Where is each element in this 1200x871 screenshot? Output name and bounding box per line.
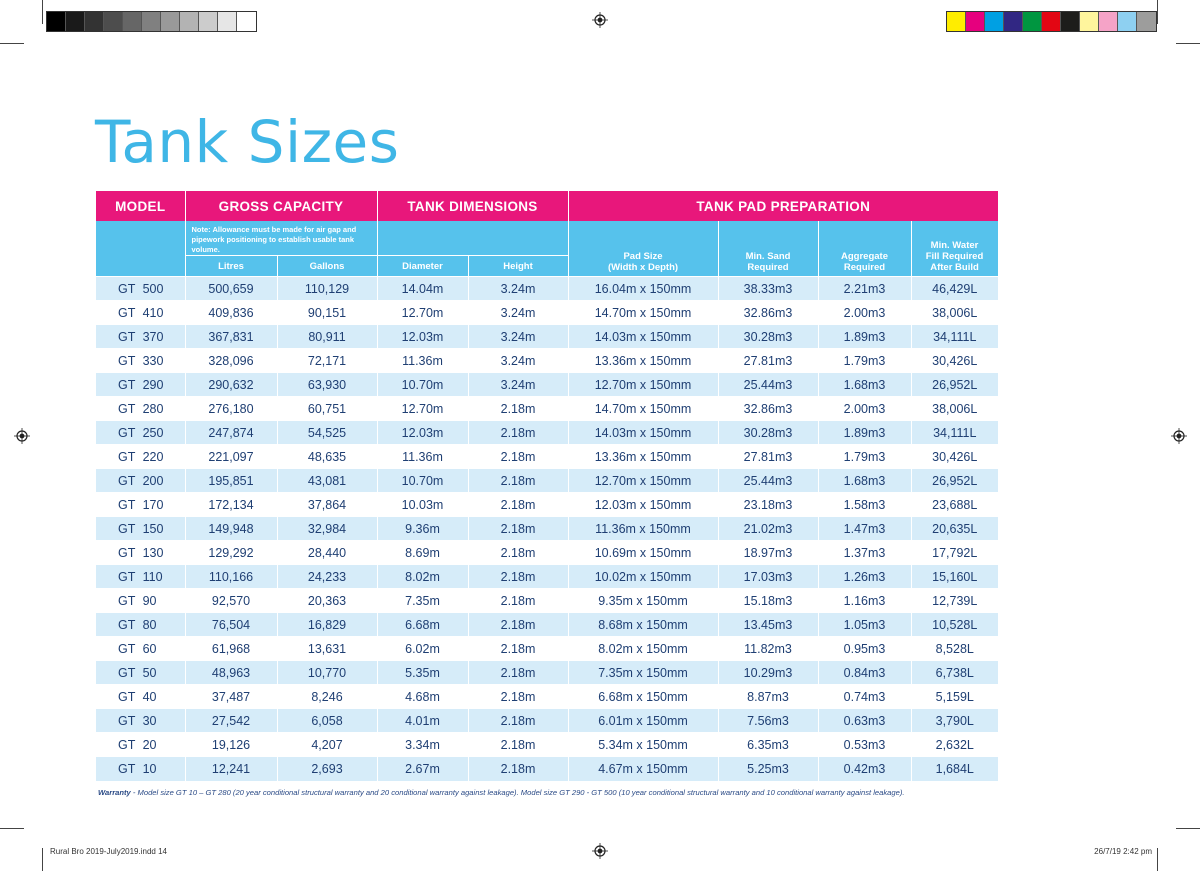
cell-aggregate: 0.42m3 xyxy=(818,757,911,781)
cell-height: 2.18m xyxy=(468,469,568,493)
color-swatch xyxy=(1118,12,1137,31)
cell-water: 5,159L xyxy=(911,685,998,709)
warranty-note xyxy=(98,788,904,797)
cell-sand: 10.29m3 xyxy=(718,661,818,685)
cell-gallons: 37,864 xyxy=(277,493,377,517)
crop-mark xyxy=(42,848,43,871)
cell-water: 20,635L xyxy=(911,517,998,541)
table-body xyxy=(96,277,998,781)
gray-swatch xyxy=(180,12,199,31)
cell-water: 34,111L xyxy=(911,421,998,445)
cell-diameter: 11.36m xyxy=(377,349,468,373)
model-group-header: MODEL xyxy=(96,191,185,221)
crop-mark xyxy=(1176,43,1200,44)
cell-diameter: 12.03m xyxy=(377,325,468,349)
gross-capacity-group-header: GROSS CAPACITY xyxy=(185,191,377,221)
cell-gallons: 2,693 xyxy=(277,757,377,781)
cell-aggregate: 1.05m3 xyxy=(818,613,911,637)
registration-mark-icon xyxy=(14,428,30,444)
cell-height: 3.24m xyxy=(468,349,568,373)
cell-gallons: 13,631 xyxy=(277,637,377,661)
cell-sand: 8.87m3 xyxy=(718,685,818,709)
cell-sand: 11.82m3 xyxy=(718,637,818,661)
cell-litres: 129,292 xyxy=(185,541,277,565)
registration-mark-icon xyxy=(592,12,608,28)
cell-model: GT 200 xyxy=(96,469,185,493)
cell-aggregate: 1.68m3 xyxy=(818,469,911,493)
cell-litres: 27,542 xyxy=(185,709,277,733)
cell-water: 17,792L xyxy=(911,541,998,565)
cell-diameter: 4.01m xyxy=(377,709,468,733)
cell-sand: 30.28m3 xyxy=(718,325,818,349)
color-swatch xyxy=(1061,12,1080,31)
cell-height: 3.24m xyxy=(468,373,568,397)
cell-pad: 6.01m x 150mm xyxy=(568,709,718,733)
cell-litres: 172,134 xyxy=(185,493,277,517)
cell-sand: 38.33m3 xyxy=(718,277,818,301)
cell-aggregate: 1.79m3 xyxy=(818,445,911,469)
cell-water: 15,160L xyxy=(911,565,998,589)
gray-swatch xyxy=(123,12,142,31)
gray-swatch xyxy=(104,12,123,31)
table-row xyxy=(96,733,998,757)
cell-pad: 5.34m x 150mm xyxy=(568,733,718,757)
cell-height: 2.18m xyxy=(468,517,568,541)
cell-diameter: 2.67m xyxy=(377,757,468,781)
cell-diameter: 12.70m xyxy=(377,397,468,421)
cell-gallons: 90,151 xyxy=(277,301,377,325)
cell-diameter: 6.68m xyxy=(377,613,468,637)
cell-aggregate: 2.21m3 xyxy=(818,277,911,301)
gray-swatch xyxy=(85,12,104,31)
cell-diameter: 9.36m xyxy=(377,517,468,541)
registration-mark-icon xyxy=(592,843,608,859)
color-swatch xyxy=(1080,12,1099,31)
cell-water: 46,429L xyxy=(911,277,998,301)
cell-pad: 14.03m x 150mm xyxy=(568,325,718,349)
cell-aggregate: 2.00m3 xyxy=(818,301,911,325)
cell-model: GT 60 xyxy=(96,637,185,661)
cell-aggregate: 1.58m3 xyxy=(818,493,911,517)
cell-litres: 61,968 xyxy=(185,637,277,661)
cell-aggregate: 0.74m3 xyxy=(818,685,911,709)
cell-diameter: 11.36m xyxy=(377,445,468,469)
cell-water: 26,952L xyxy=(911,373,998,397)
cell-pad: 11.36m x 150mm xyxy=(568,517,718,541)
cell-gallons: 63,930 xyxy=(277,373,377,397)
cell-litres: 409,836 xyxy=(185,301,277,325)
cell-pad: 4.67m x 150mm xyxy=(568,757,718,781)
cell-model: GT 370 xyxy=(96,325,185,349)
table-row xyxy=(96,589,998,613)
cell-model: GT 130 xyxy=(96,541,185,565)
dimensions-subheader xyxy=(377,221,568,256)
tank-dimensions-group-header: TANK DIMENSIONS xyxy=(377,191,568,221)
cell-gallons: 4,207 xyxy=(277,733,377,757)
cell-gallons: 24,233 xyxy=(277,565,377,589)
cell-litres: 92,570 xyxy=(185,589,277,613)
table-row xyxy=(96,757,998,781)
cell-pad: 13.36m x 150mm xyxy=(568,349,718,373)
cell-diameter: 5.35m xyxy=(377,661,468,685)
cell-height: 2.18m xyxy=(468,541,568,565)
cell-litres: 367,831 xyxy=(185,325,277,349)
table-row xyxy=(96,349,998,373)
cell-height: 2.18m xyxy=(468,661,568,685)
color-swatch xyxy=(1004,12,1023,31)
cell-litres: 12,241 xyxy=(185,757,277,781)
table-row xyxy=(96,301,998,325)
table-row xyxy=(96,469,998,493)
table-row xyxy=(96,661,998,685)
cell-height: 2.18m xyxy=(468,613,568,637)
cell-water: 1,684L xyxy=(911,757,998,781)
cell-aggregate: 1.89m3 xyxy=(818,325,911,349)
aggregate-sub: Required xyxy=(843,262,886,273)
crop-mark xyxy=(1157,0,1158,24)
cell-model: GT 30 xyxy=(96,709,185,733)
cell-pad: 12.70m x 150mm xyxy=(568,373,718,397)
cell-gallons: 72,171 xyxy=(277,349,377,373)
cell-sand: 23.18m3 xyxy=(718,493,818,517)
cell-gallons: 60,751 xyxy=(277,397,377,421)
cell-aggregate: 1.79m3 xyxy=(818,349,911,373)
table-row xyxy=(96,277,998,301)
cell-pad: 10.02m x 150mm xyxy=(568,565,718,589)
cell-sand: 25.44m3 xyxy=(718,373,818,397)
cmyk-color-bar xyxy=(946,11,1157,32)
cell-aggregate: 1.68m3 xyxy=(818,373,911,397)
gray-swatch xyxy=(142,12,161,31)
cell-water: 3,790L xyxy=(911,709,998,733)
cell-model: GT 250 xyxy=(96,421,185,445)
color-swatch xyxy=(947,12,966,31)
cell-gallons: 48,635 xyxy=(277,445,377,469)
cell-water: 38,006L xyxy=(911,397,998,421)
color-swatch xyxy=(985,12,1004,31)
cell-aggregate: 0.53m3 xyxy=(818,733,911,757)
cell-water: 8,528L xyxy=(911,637,998,661)
cell-pad: 8.02m x 150mm xyxy=(568,637,718,661)
min-water-sub1: Fill Required xyxy=(925,251,984,262)
cell-model: GT 410 xyxy=(96,301,185,325)
cell-pad: 6.68m x 150mm xyxy=(568,685,718,709)
cell-water: 10,528L xyxy=(911,613,998,637)
gray-swatch xyxy=(237,12,256,31)
table-row xyxy=(96,541,998,565)
cell-sand: 7.56m3 xyxy=(718,709,818,733)
cell-model: GT 20 xyxy=(96,733,185,757)
cell-aggregate: 0.95m3 xyxy=(818,637,911,661)
cell-litres: 19,126 xyxy=(185,733,277,757)
min-sand-sub: Required xyxy=(747,262,789,273)
cell-pad: 10.69m x 150mm xyxy=(568,541,718,565)
cell-height: 3.24m xyxy=(468,325,568,349)
cell-model: GT 500 xyxy=(96,277,185,301)
aggregate-label: Aggregate xyxy=(841,251,888,262)
cell-diameter: 14.04m xyxy=(377,277,468,301)
cell-gallons: 43,081 xyxy=(277,469,377,493)
gallons-header: Gallons xyxy=(277,256,377,277)
cell-gallons: 54,525 xyxy=(277,421,377,445)
cell-gallons: 16,829 xyxy=(277,613,377,637)
cell-model: GT 80 xyxy=(96,613,185,637)
cell-diameter: 10.70m xyxy=(377,373,468,397)
table-row xyxy=(96,397,998,421)
date-slug: 26/7/19 2:42 pm xyxy=(1094,847,1152,856)
cell-diameter: 7.35m xyxy=(377,589,468,613)
color-swatch xyxy=(966,12,985,31)
cell-model: GT 290 xyxy=(96,373,185,397)
cell-height: 2.18m xyxy=(468,445,568,469)
cell-sand: 25.44m3 xyxy=(718,469,818,493)
table-row xyxy=(96,325,998,349)
cell-litres: 37,487 xyxy=(185,685,277,709)
cell-litres: 149,948 xyxy=(185,517,277,541)
cell-height: 2.18m xyxy=(468,493,568,517)
cell-pad: 14.03m x 150mm xyxy=(568,421,718,445)
cell-aggregate: 1.89m3 xyxy=(818,421,911,445)
cell-model: GT 40 xyxy=(96,685,185,709)
cell-gallons: 20,363 xyxy=(277,589,377,613)
warranty-label: Warranty xyxy=(98,788,131,797)
cell-pad: 14.70m x 150mm xyxy=(568,301,718,325)
cell-diameter: 12.03m xyxy=(377,421,468,445)
cell-sand: 27.81m3 xyxy=(718,445,818,469)
table-row xyxy=(96,613,998,637)
cell-litres: 247,874 xyxy=(185,421,277,445)
table-row xyxy=(96,637,998,661)
cell-water: 30,426L xyxy=(911,445,998,469)
crop-mark xyxy=(1176,828,1200,829)
cell-litres: 500,659 xyxy=(185,277,277,301)
cell-diameter: 10.03m xyxy=(377,493,468,517)
cell-pad: 16.04m x 150mm xyxy=(568,277,718,301)
cell-model: GT 50 xyxy=(96,661,185,685)
cell-aggregate: 1.16m3 xyxy=(818,589,911,613)
aggregate-header xyxy=(818,221,911,277)
page-title: Tank Sizes xyxy=(95,108,400,176)
table-row xyxy=(96,445,998,469)
cell-sand: 27.81m3 xyxy=(718,349,818,373)
cell-diameter: 4.68m xyxy=(377,685,468,709)
cell-sand: 6.35m3 xyxy=(718,733,818,757)
pad-size-label: Pad Size xyxy=(623,251,663,262)
cell-gallons: 110,129 xyxy=(277,277,377,301)
crop-mark xyxy=(0,828,24,829)
cell-litres: 195,851 xyxy=(185,469,277,493)
cell-gallons: 28,440 xyxy=(277,541,377,565)
capacity-note: Note: Allowance must be made for air gap and pipework positioning to establish usable tank volume. xyxy=(185,221,377,256)
cell-diameter: 12.70m xyxy=(377,301,468,325)
cell-aggregate: 0.63m3 xyxy=(818,709,911,733)
cell-litres: 290,632 xyxy=(185,373,277,397)
file-slug: Rural Bro 2019-July2019.indd 14 xyxy=(50,847,167,856)
table-row xyxy=(96,709,998,733)
cell-aggregate: 0.84m3 xyxy=(818,661,911,685)
cell-aggregate: 1.26m3 xyxy=(818,565,911,589)
cell-model: GT 90 xyxy=(96,589,185,613)
cell-height: 2.18m xyxy=(468,589,568,613)
color-swatch xyxy=(1042,12,1061,31)
cell-height: 2.18m xyxy=(468,757,568,781)
pad-size-unit: (Width x Depth) xyxy=(607,262,679,273)
cell-pad: 12.70m x 150mm xyxy=(568,469,718,493)
cell-gallons: 32,984 xyxy=(277,517,377,541)
crop-mark xyxy=(0,43,24,44)
cell-height: 2.18m xyxy=(468,733,568,757)
cell-litres: 276,180 xyxy=(185,397,277,421)
gray-swatch xyxy=(161,12,180,31)
cell-model: GT 330 xyxy=(96,349,185,373)
cell-model: GT 150 xyxy=(96,517,185,541)
cell-gallons: 80,911 xyxy=(277,325,377,349)
cell-diameter: 8.02m xyxy=(377,565,468,589)
tank-pad-preparation-group-header: TANK PAD PREPARATION xyxy=(568,191,998,221)
cell-litres: 221,097 xyxy=(185,445,277,469)
table-row xyxy=(96,421,998,445)
table-row xyxy=(96,517,998,541)
cell-litres: 48,963 xyxy=(185,661,277,685)
cell-water: 2,632L xyxy=(911,733,998,757)
cell-sand: 5.25m3 xyxy=(718,757,818,781)
cell-height: 3.24m xyxy=(468,301,568,325)
cell-aggregate: 1.47m3 xyxy=(818,517,911,541)
cell-diameter: 6.02m xyxy=(377,637,468,661)
cell-water: 30,426L xyxy=(911,349,998,373)
cell-model: GT 10 xyxy=(96,757,185,781)
crop-mark xyxy=(1157,848,1158,871)
cell-height: 2.18m xyxy=(468,421,568,445)
cell-aggregate: 2.00m3 xyxy=(818,397,911,421)
cell-sand: 32.86m3 xyxy=(718,397,818,421)
cell-litres: 110,166 xyxy=(185,565,277,589)
min-sand-header xyxy=(718,221,818,277)
cell-height: 2.18m xyxy=(468,637,568,661)
table-row xyxy=(96,493,998,517)
color-swatch xyxy=(1099,12,1118,31)
cell-pad: 13.36m x 150mm xyxy=(568,445,718,469)
cell-model: GT 220 xyxy=(96,445,185,469)
cell-sand: 21.02m3 xyxy=(718,517,818,541)
cell-water: 23,688L xyxy=(911,493,998,517)
pad-size-header xyxy=(568,221,718,277)
table-row xyxy=(96,373,998,397)
height-header: Height xyxy=(468,256,568,277)
cell-pad: 7.35m x 150mm xyxy=(568,661,718,685)
cell-water: 12,739L xyxy=(911,589,998,613)
cell-gallons: 6,058 xyxy=(277,709,377,733)
cell-water: 26,952L xyxy=(911,469,998,493)
cell-aggregate: 1.37m3 xyxy=(818,541,911,565)
table-row xyxy=(96,685,998,709)
cell-pad: 14.70m x 150mm xyxy=(568,397,718,421)
diameter-header: Diameter xyxy=(377,256,468,277)
registration-mark-icon xyxy=(1171,428,1187,444)
cell-pad: 8.68m x 150mm xyxy=(568,613,718,637)
min-water-sub2: After Build xyxy=(930,262,979,273)
cell-height: 2.18m xyxy=(468,709,568,733)
crop-mark xyxy=(42,0,43,24)
table-row xyxy=(96,565,998,589)
color-swatch xyxy=(1023,12,1042,31)
cell-gallons: 10,770 xyxy=(277,661,377,685)
cell-sand: 30.28m3 xyxy=(718,421,818,445)
color-swatch xyxy=(1137,12,1156,31)
cell-sand: 17.03m3 xyxy=(718,565,818,589)
cell-height: 2.18m xyxy=(468,565,568,589)
cell-height: 2.18m xyxy=(468,685,568,709)
cell-water: 34,111L xyxy=(911,325,998,349)
cell-diameter: 3.34m xyxy=(377,733,468,757)
min-water-label: Min. Water xyxy=(930,240,979,251)
cell-model: GT 110 xyxy=(96,565,185,589)
cell-sand: 32.86m3 xyxy=(718,301,818,325)
cell-water: 38,006L xyxy=(911,301,998,325)
min-sand-label: Min. Sand xyxy=(745,251,791,262)
cell-sand: 13.45m3 xyxy=(718,613,818,637)
cell-model: GT 170 xyxy=(96,493,185,517)
cell-litres: 328,096 xyxy=(185,349,277,373)
cell-pad: 12.03m x 150mm xyxy=(568,493,718,517)
warranty-text: - Model size GT 10 – GT 280 (20 year conditional structural warranty and 20 conditional warranty against leakage). Model size GT 290 - GT 500 (10 year conditional structural warranty and 10 conditional warranty against leakage). xyxy=(130,788,905,797)
gray-swatch xyxy=(47,12,66,31)
cell-gallons: 8,246 xyxy=(277,685,377,709)
cell-pad: 9.35m x 150mm xyxy=(568,589,718,613)
gray-swatch xyxy=(218,12,237,31)
litres-header: Litres xyxy=(185,256,277,277)
cell-height: 2.18m xyxy=(468,397,568,421)
tank-sizes-table xyxy=(96,191,999,781)
gray-swatch xyxy=(199,12,218,31)
gray-swatch xyxy=(66,12,85,31)
grayscale-color-bar xyxy=(46,11,257,32)
model-subheader xyxy=(96,221,185,277)
cell-litres: 76,504 xyxy=(185,613,277,637)
cell-water: 6,738L xyxy=(911,661,998,685)
cell-sand: 18.97m3 xyxy=(718,541,818,565)
cell-height: 3.24m xyxy=(468,277,568,301)
min-water-header xyxy=(911,221,998,277)
cell-diameter: 8.69m xyxy=(377,541,468,565)
cell-diameter: 10.70m xyxy=(377,469,468,493)
cell-sand: 15.18m3 xyxy=(718,589,818,613)
cell-model: GT 280 xyxy=(96,397,185,421)
